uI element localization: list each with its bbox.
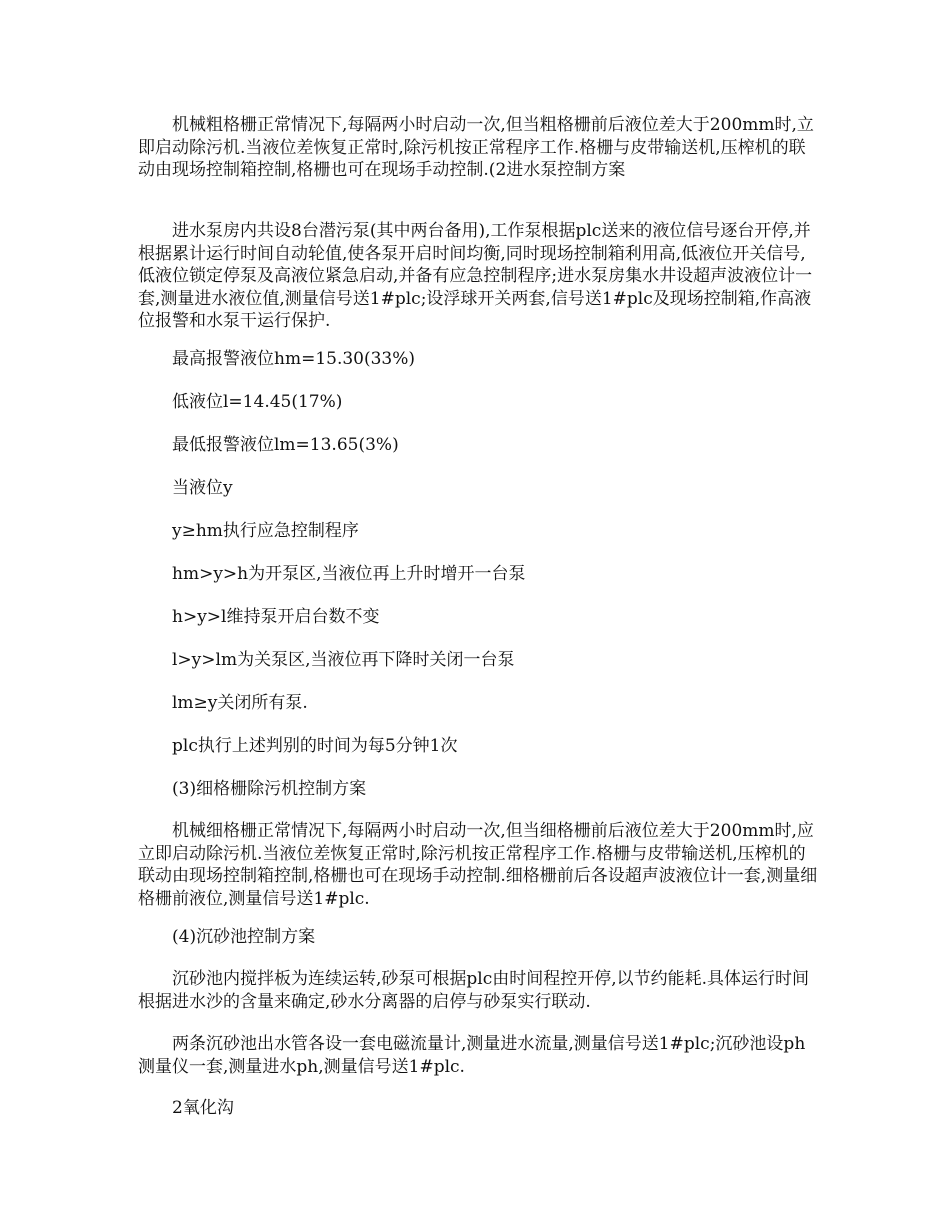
line-close-all-rule: lm≥y关闭所有泵. [172,693,308,713]
line-low-level: 低液位l=14.45(17%) [172,392,343,412]
paragraph-flowmeter: 两条沉砂池出水管各设一套电磁流量计,测量进水流量,测量信号送1#plc;沉砂池设ph测量仪一套,测量进水ph,测量信号送1#plc. [138,1034,806,1077]
line-stop-pump-rule: l>y>lm为关泵区,当液位再下降时关闭一台泵 [172,650,515,670]
paragraph-grit-chamber: 沉砂池内搅拌板为连续运转,砂泵可根据plc由时间程控开停,以节约能耗.具体运行时间根据进水沙的含量来确定,砂水分离器的启停与砂泵实行联动. [138,969,810,1012]
line-plc-interval: plc执行上述判别的时间为每5分钟1次 [172,736,458,756]
line-max-alarm-level: 最高报警液位hm=15.30(33%) [172,349,416,369]
paragraph-fine-screen: 机械细格栅正常情况下,每隔两小时启动一次,但当细格栅前后液位差大于200mm时,应立即启动除污机.当液位差恢复正常时,除污机按正常程序工作.格栅与皮带输送机,压榨机的联动由现场控制箱控制,格栅也可在现场手动控制.细格栅前后各设超声波液位计一套,测量细格栅前液位,测量信号送1#plc. [138,821,818,909]
heading-grit-chamber: (4)沉砂池控制方案 [172,927,316,947]
heading-oxidation-ditch: 2氧化沟 [172,1098,234,1118]
line-hold-pump-rule: h>y>l维持泵开启台数不变 [172,607,380,627]
paragraph-inlet-pump: 进水泵房内共设8台潜污泵(其中两台备用),工作泵根据plc送来的液位信号逐台开停,并根据累计运行时间自动轮值,使各泵开启时间均衡,同时现场控制箱利用高,低液位开关信号,低液位锁定停泵及高液位紧急启动,并备有应急控制程序;进水泵房集水井设超声波液位计一套,测量进水液位值,测量信号送1#plc;设浮球开关两套,信号送1#plc及现场控制箱,作高液位报警和水泵干运行保护. [138,221,813,331]
line-emergency-rule: y≥hm执行应急控制程序 [172,521,359,541]
line-level-y: 当液位y [172,478,233,498]
heading-fine-screen: (3)细格栅除污机控制方案 [172,779,367,799]
line-start-pump-rule: hm>y>h为开泵区,当液位再上升时增开一台泵 [172,564,526,584]
paragraph-coarse-screen: 机械粗格栅正常情况下,每隔两小时启动一次,但当粗格栅前后液位差大于200mm时,立即启动除污机.当液位差恢复正常时,除污机按正常程序工作.格栅与皮带输送机,压榨机的联动由现场控制箱控制,格栅也可在现场手动控制.(2进水泵控制方案 [138,115,814,180]
line-min-alarm-level: 最低报警液位lm=13.65(3%) [172,435,399,455]
